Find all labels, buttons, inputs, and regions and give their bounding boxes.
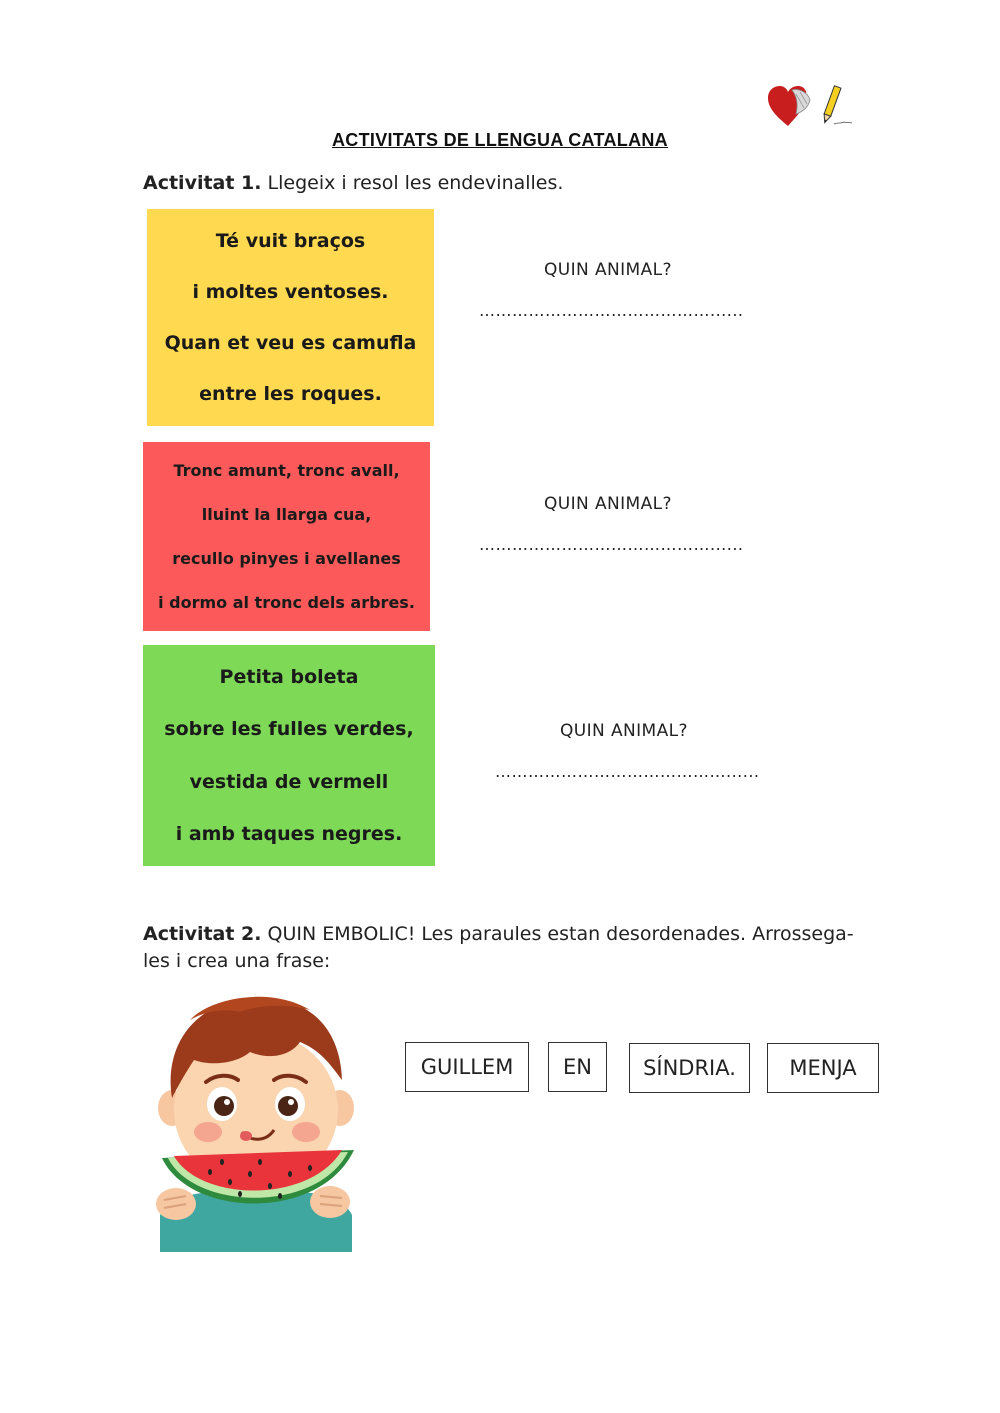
activity-1-instruction: Llegeix i resol les endevinalles. (267, 172, 564, 194)
question-label-3: QUIN ANIMAL? (560, 721, 688, 741)
question-label-2: QUIN ANIMAL? (544, 494, 672, 514)
riddle-line: entre les roques. (199, 383, 382, 406)
riddle-line: vestida de vermell (189, 770, 389, 793)
riddle-line: Quan et veu es camufla (164, 332, 417, 355)
word-tile-en[interactable]: EN (548, 1042, 607, 1092)
riddle-card-2 (143, 442, 430, 631)
riddle-line: i dormo al tronc dels arbres. (158, 593, 415, 613)
riddle-line: i moltes ventoses. (192, 280, 389, 303)
word-tile-menja[interactable]: MENJA (767, 1043, 879, 1093)
riddle-line: Té vuit braços (215, 229, 366, 252)
question-label-1: QUIN ANIMAL? (544, 260, 672, 280)
answer-field-1[interactable]: ……………………………………...... (479, 301, 744, 320)
boy-eating-watermelon-illustration (150, 990, 362, 1252)
word-tile-sindria[interactable]: SÍNDRIA. (629, 1043, 750, 1093)
activity-1-label: Activitat 1. (143, 172, 262, 194)
word-tile-guillem[interactable]: GUILLEM (405, 1042, 529, 1092)
activity-1-heading (143, 170, 563, 197)
answer-field-2[interactable]: ……………………………………...... (479, 535, 744, 554)
riddle-line: Petita boleta (219, 666, 359, 689)
activity-2-label: Activitat 2. (143, 923, 262, 945)
riddle-line: Tronc amunt, tronc avall, (173, 460, 400, 480)
riddle-card-1 (147, 209, 434, 426)
riddle-line: i amb taques negres. (175, 822, 403, 845)
activity-2-heading (143, 921, 863, 975)
page-title: ACTIVITATS DE LLENGUA CATALANA (332, 130, 668, 150)
riddle-line: sobre les fulles verdes, (164, 718, 414, 741)
activity-2-instruction: QUIN EMBOLIC! Les paraules estan desordenades. Arrossega-les i crea una frase: (143, 923, 854, 972)
riddle-line: recullo pinyes i avellanes (172, 549, 401, 569)
heart-pencil-logo-icon (766, 82, 858, 128)
riddle-line: lluint la llarga cua, (201, 504, 372, 524)
riddle-card-3 (143, 645, 435, 866)
answer-field-3[interactable]: ……………………………………...... (495, 762, 760, 781)
